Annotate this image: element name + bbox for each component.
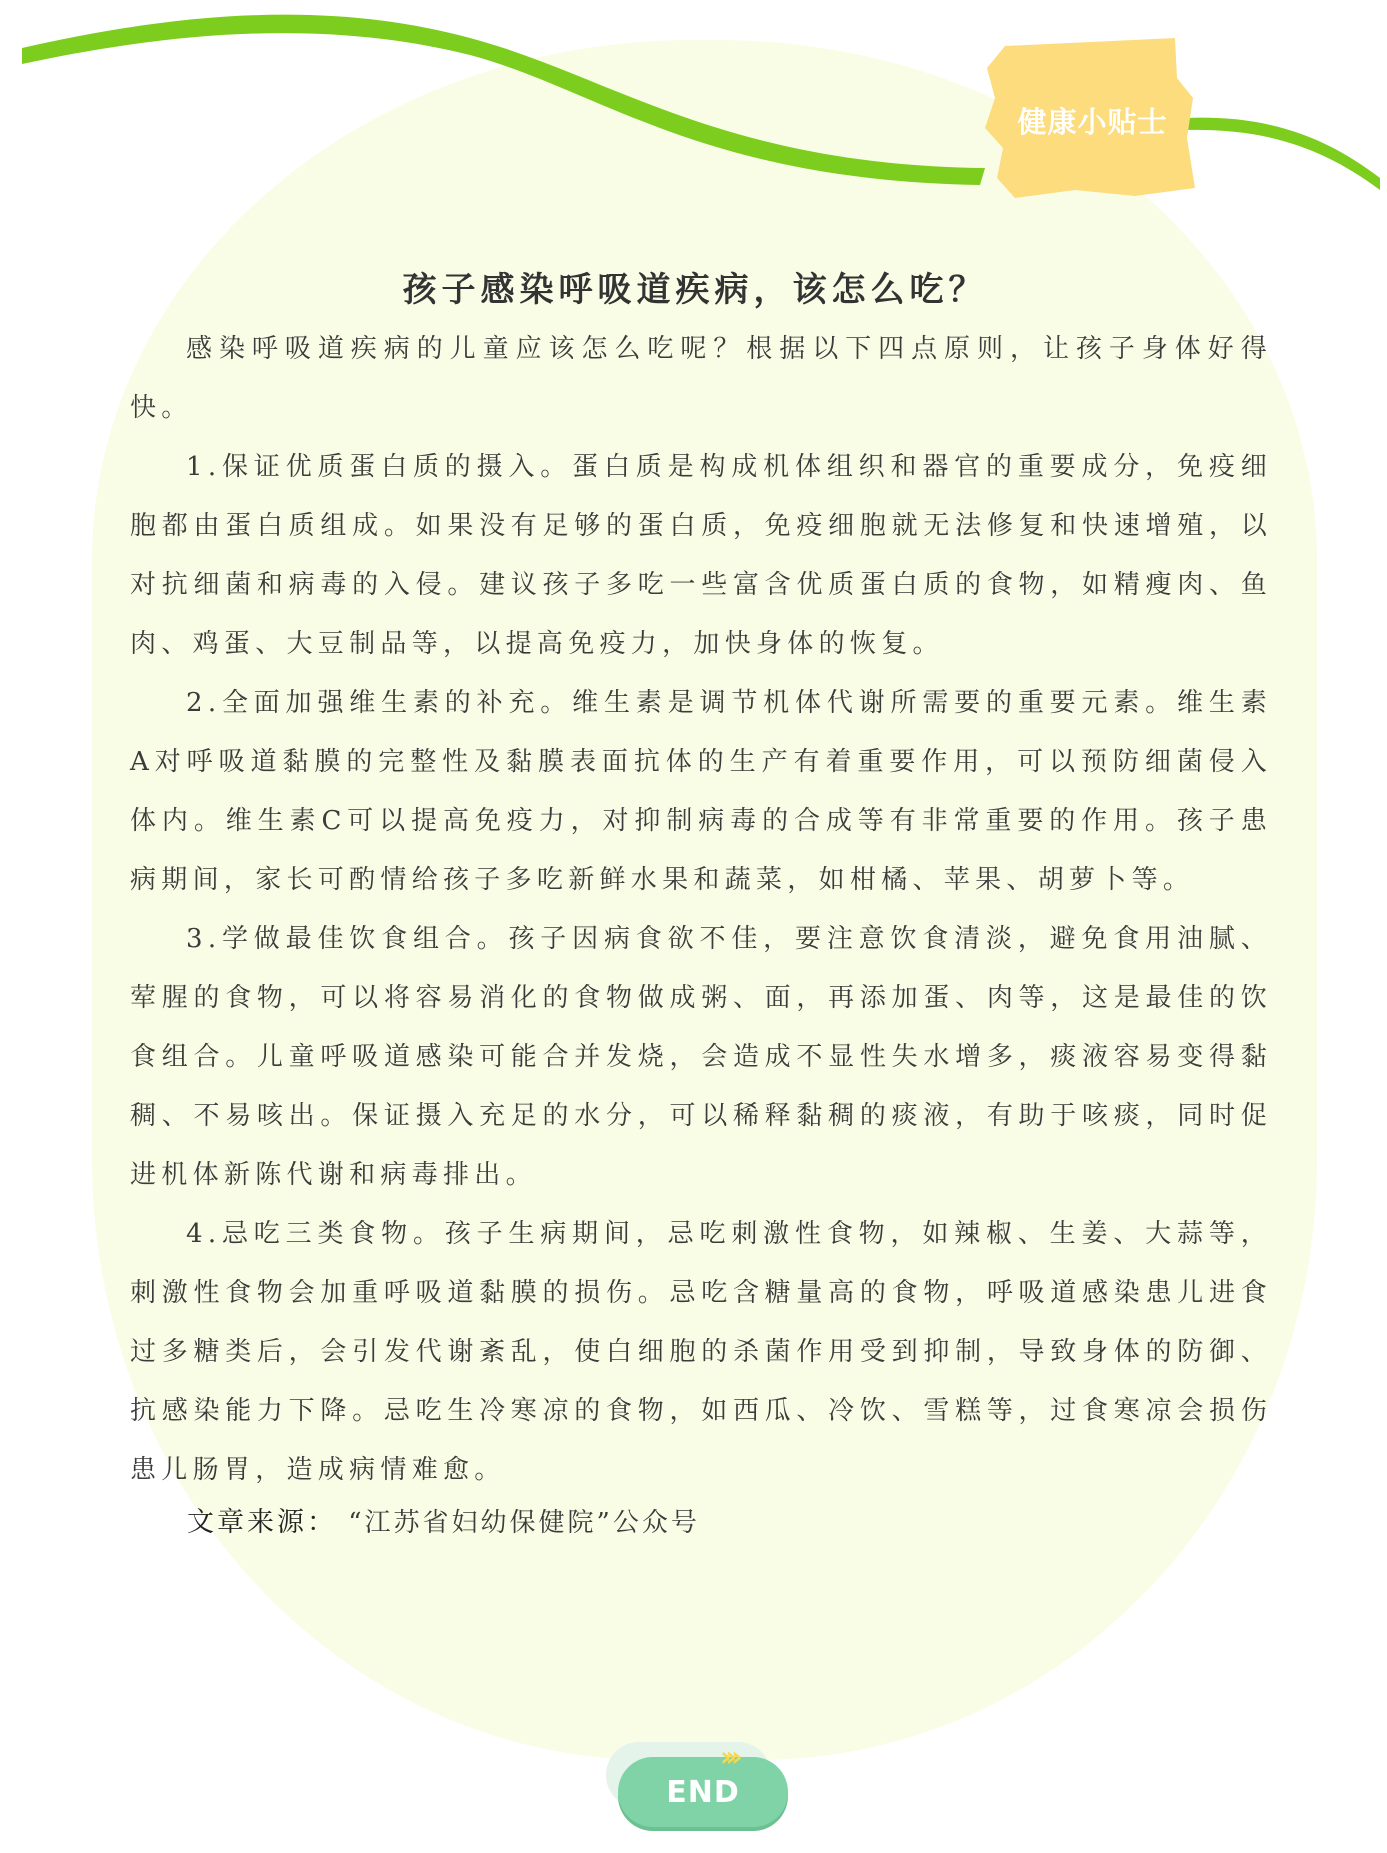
article-body (130, 320, 1272, 1500)
tag-label: 健康小贴士 (1017, 105, 1168, 139)
paragraph-diet-combo: 3.学做最佳饮食组合。孩子因病食欲不佳，要注意饮食清淡，避免食用油腻、荤腥的食物，可以将容易消化的食物做成粥、面，再添加蛋、肉等，这是最佳的饮食组合。儿童呼吸道感染可能合并发烧，会造成不显性失水增多，痰液容易变得黏稠、不易咳出。保证摄入充足的水分，可以稀释黏稠的痰液，有助于咳痰，同时促进机体新陈代谢和病毒排出。 (130, 924, 1272, 1190)
end-button (618, 1757, 788, 1827)
article-title: 孩子感染呼吸道疾病，该怎么吃？ (402, 270, 988, 310)
end-arrows-icon: ››› (720, 1740, 737, 1773)
paragraph-intro: 感染呼吸道疾病的儿童应该怎么吃呢？根据以下四点原则，让孩子身体好得快。 (130, 334, 1272, 423)
paragraph-foods-to-avoid: 4.忌吃三类食物。孩子生病期间，忌吃刺激性食物，如辣椒、生姜、大蒜等，刺激性食物会加重呼吸道黏膜的损伤。忌吃含糖量高的食物，呼吸道感染患儿进食过多糖类后，会引发代谢紊乱，使白细胞的杀菌作用受到抑制，导致身体的防御、抗感染能力下降。忌吃生冷寒凉的食物，如西瓜、冷饮、雪糕等，过食寒凉会损伤患儿肠胃，造成病情难愈。 (130, 1219, 1272, 1485)
paragraph-protein: 1.保证优质蛋白质的摄入。蛋白质是构成机体组织和器官的重要成分，免疫细胞都由蛋白质组成。如果没有足够的蛋白质，免疫细胞就无法修复和快速增殖，以对抗细菌和病毒的入侵。建议孩子多吃一些富含优质蛋白质的食物，如精瘦肉、鱼肉、鸡蛋、大豆制品等，以提高免疫力，加快身体的恢复。 (130, 452, 1272, 659)
source-value: “江苏省妇幼保健院”公众号 (348, 1508, 700, 1538)
end-label: END (666, 1774, 740, 1810)
source-label: 文章来源： (187, 1507, 337, 1538)
article-source (187, 1500, 700, 1539)
paragraph-vitamins: 2.全面加强维生素的补充。维生素是调节机体代谢所需要的重要元素。维生素A对呼吸道黏膜的完整性及黏膜表面抗体的生产有着重要作用，可以预防细菌侵入体内。维生素C可以提高免疫力，对抑制病毒的合成等有非常重要的作用。孩子患病期间，家长可酌情给孩子多吃新鲜水果和蔬菜，如柑橘、苹果、胡萝卜等。 (130, 688, 1272, 895)
